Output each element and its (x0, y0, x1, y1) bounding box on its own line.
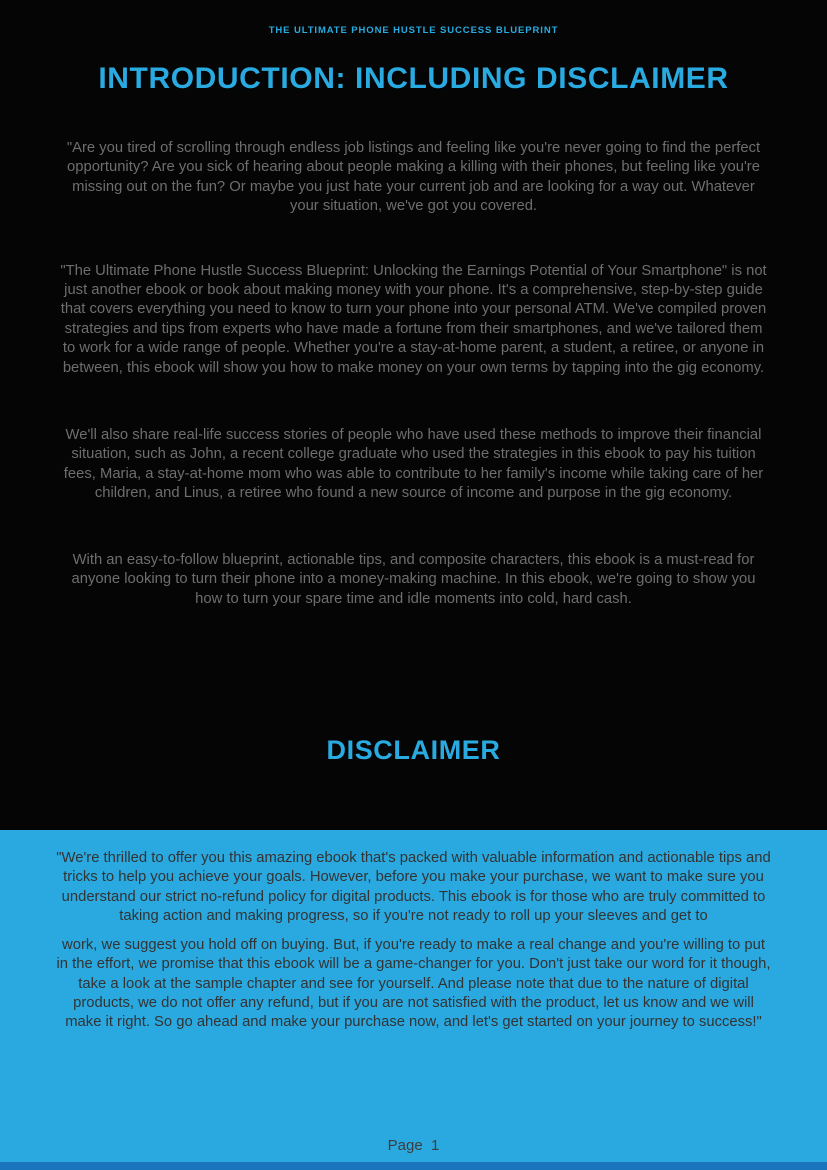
page-title: INTRODUCTION: INCLUDING DISCLAIMER (98, 62, 729, 95)
disclaimer-panel (0, 830, 827, 1162)
disclaimer-paragraph-1: "We're thrilled to offer you this amazing ebook that's packed with valuable information and actionable tips and tricks to help you achieve your goals. However, before you make your purchase, we want to make sure you understand our strict no-refund policy for digital products. This ebook is for those who are truly committed to taking action and making progress, so if you're not ready to roll up your sleeves and get to (56, 850, 771, 924)
disclaimer-heading: DISCLAIMER (326, 734, 501, 765)
disclaimer-paragraph-2: work, we suggest you hold off on buying. But, if you're ready to make a real change and you're willing to put in the effort, we promise that this ebook will be a game-changer for you. Don't just take our word for it though, take a look at the sample chapter and see for yourself. And please note that due to the nature of digital products, we do not offer any refund, but if you are not satisfied with the product, let us know and we will make it right. So go ahead and make your purchase now, and let's get started on your journey to success!" (56, 937, 771, 1031)
page-number: Page 1 (387, 1137, 440, 1154)
intro-paragraph-2: "The Ultimate Phone Hustle Success Blueprint: Unlocking the Earnings Potential of Your Smartphone" is not just another ebook or book about making money with your phone. It's a comprehensive, step-by-step guide that covers everything you need to know to turn your phone into your personal ATM. We've compiled proven strategies and tips from experts who have made a fortune from their smartphones, and we've tailored them to work for a wide range of people. Whether you're a stay-at-home parent, a student, a retiree, or anyone in between, this ebook will show you how to make money on your own terms by tapping into the gig economy. (60, 262, 767, 376)
intro-paragraph-3: We'll also share real-life success stories of people who have used these methods to improve their financial situation, such as John, a recent college graduate who used the strategies in this ebook to pay his tuition fees, Maria, a stay-at-home mom who was able to contribute to her family's income while taking care of her children, and Linus, a retiree who found a new source of income and purpose in the gig economy. (63, 427, 764, 502)
intro-paragraph-1: "Are you tired of scrolling through endless job listings and feeling like you're never going to find the perfect opportunity? Are you sick of hearing about people making a killing with their phones, but feeling like you're missing out on the fun? Or maybe you just hate your current job and are looking for a way out. Whatever your situation, we've got you covered. (66, 140, 761, 215)
footer-strip (0, 1162, 827, 1170)
intro-paragraph-4: With an easy-to-follow blueprint, actionable tips, and composite characters, this ebook is a must-read for anyone looking to turn their phone into a money-making machine. In this ebook, we're going to show you how to turn your spare time and idle moments into cold, hard cash. (71, 551, 756, 607)
book-title-header: THE ULTIMATE PHONE HUSTLE SUCCESS BLUEPRINT (268, 25, 559, 36)
